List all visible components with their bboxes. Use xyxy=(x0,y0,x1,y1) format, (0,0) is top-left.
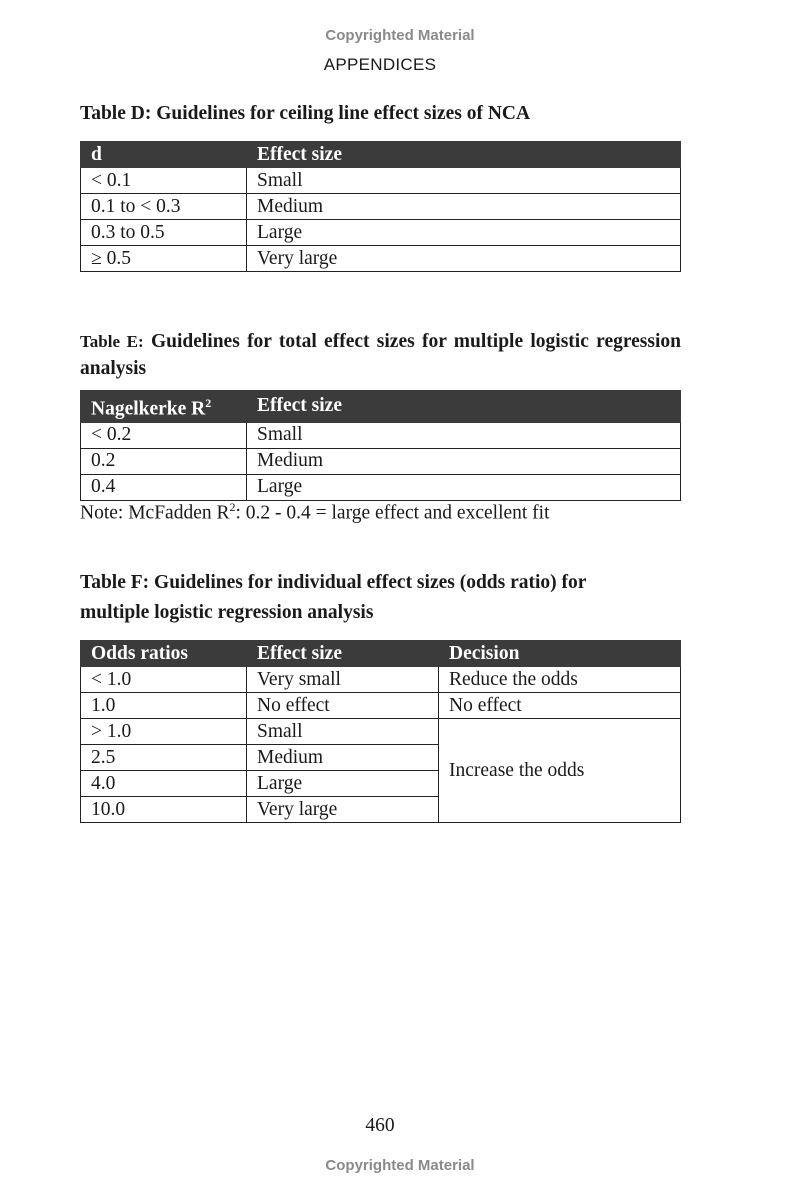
page-number: 460 xyxy=(365,1115,395,1136)
table-e-label: Table E: xyxy=(80,332,144,351)
table-cell: Large xyxy=(247,474,681,500)
table-header-row xyxy=(81,142,681,168)
note-prefix: Note: McFadden R xyxy=(80,502,230,524)
table-cell: Reduce the odds xyxy=(439,667,681,693)
table-f-caption-line: multiple logistic regression analysis xyxy=(80,602,374,623)
note-suffix: : 0.2 - 0.4 = large effect and excellent fit xyxy=(235,502,550,524)
note-superscript: 2 xyxy=(229,500,236,514)
table-cell: 2.5 xyxy=(81,745,247,771)
table-cell: 0.2 xyxy=(81,448,247,474)
table-cell: 0.1 to < 0.3 xyxy=(81,194,247,220)
table-cell-merged: Increase the odds xyxy=(439,719,681,823)
table-cell: 10.0 xyxy=(81,797,247,823)
column-header: d xyxy=(81,142,247,168)
column-header: Decision xyxy=(439,641,681,667)
table-row xyxy=(81,422,681,448)
column-header: Effect size xyxy=(247,142,681,168)
table-row xyxy=(81,168,681,194)
watermark-top: Copyrighted Material xyxy=(325,27,475,44)
column-header: Effect size xyxy=(247,641,439,667)
table-cell: Small xyxy=(247,422,681,448)
table-f-caption-line: Table F: Guidelines for individual effect sizes (odds ratio) for xyxy=(80,572,587,593)
table-d xyxy=(80,141,681,272)
table-e-caption xyxy=(80,328,681,382)
table-cell: Medium xyxy=(247,448,681,474)
table-cell: < 1.0 xyxy=(81,667,247,693)
column-header-text: Nagelkerke R xyxy=(91,398,206,420)
table-row xyxy=(81,719,681,745)
table-cell: Small xyxy=(247,719,439,745)
table-f-caption xyxy=(80,569,720,626)
table-e xyxy=(80,390,681,501)
running-head: APPENDICES xyxy=(323,55,437,74)
table-cell: Very large xyxy=(247,246,681,272)
table-row xyxy=(81,667,681,693)
table-cell: No effect xyxy=(247,693,439,719)
column-header: Odds ratios xyxy=(81,641,247,667)
table-row xyxy=(81,194,681,220)
column-header: Effect size xyxy=(247,391,681,423)
table-cell: Large xyxy=(247,220,681,246)
table-cell: 0.3 to 0.5 xyxy=(81,220,247,246)
table-header-row xyxy=(81,641,681,667)
table-cell: No effect xyxy=(439,693,681,719)
table-cell: 4.0 xyxy=(81,771,247,797)
table-cell: 0.4 xyxy=(81,474,247,500)
table-cell: Very large xyxy=(247,797,439,823)
table-cell: Medium xyxy=(247,194,681,220)
column-header xyxy=(81,391,247,423)
table-cell: < 0.2 xyxy=(81,422,247,448)
table-f xyxy=(80,640,681,823)
table-cell: Large xyxy=(247,771,439,797)
table-header-row xyxy=(81,391,681,423)
table-cell: Small xyxy=(247,168,681,194)
table-e-note xyxy=(80,495,550,526)
table-row xyxy=(81,693,681,719)
watermark-bottom: Copyrighted Material xyxy=(325,1157,475,1174)
table-cell: Medium xyxy=(247,745,439,771)
table-row xyxy=(81,448,681,474)
table-row xyxy=(81,246,681,272)
table-cell: > 1.0 xyxy=(81,719,247,745)
table-cell: Very small xyxy=(247,667,439,693)
table-d-caption: Table D: Guidelines for ceiling line effect sizes of NCA xyxy=(80,103,531,124)
table-e-caption-text: Guidelines for total effect sizes for multiple logistic regression analysis xyxy=(80,331,681,379)
table-row xyxy=(81,220,681,246)
table-cell: 1.0 xyxy=(81,693,247,719)
superscript: 2 xyxy=(205,396,212,410)
table-cell: < 0.1 xyxy=(81,168,247,194)
table-cell: ≥ 0.5 xyxy=(81,246,247,272)
